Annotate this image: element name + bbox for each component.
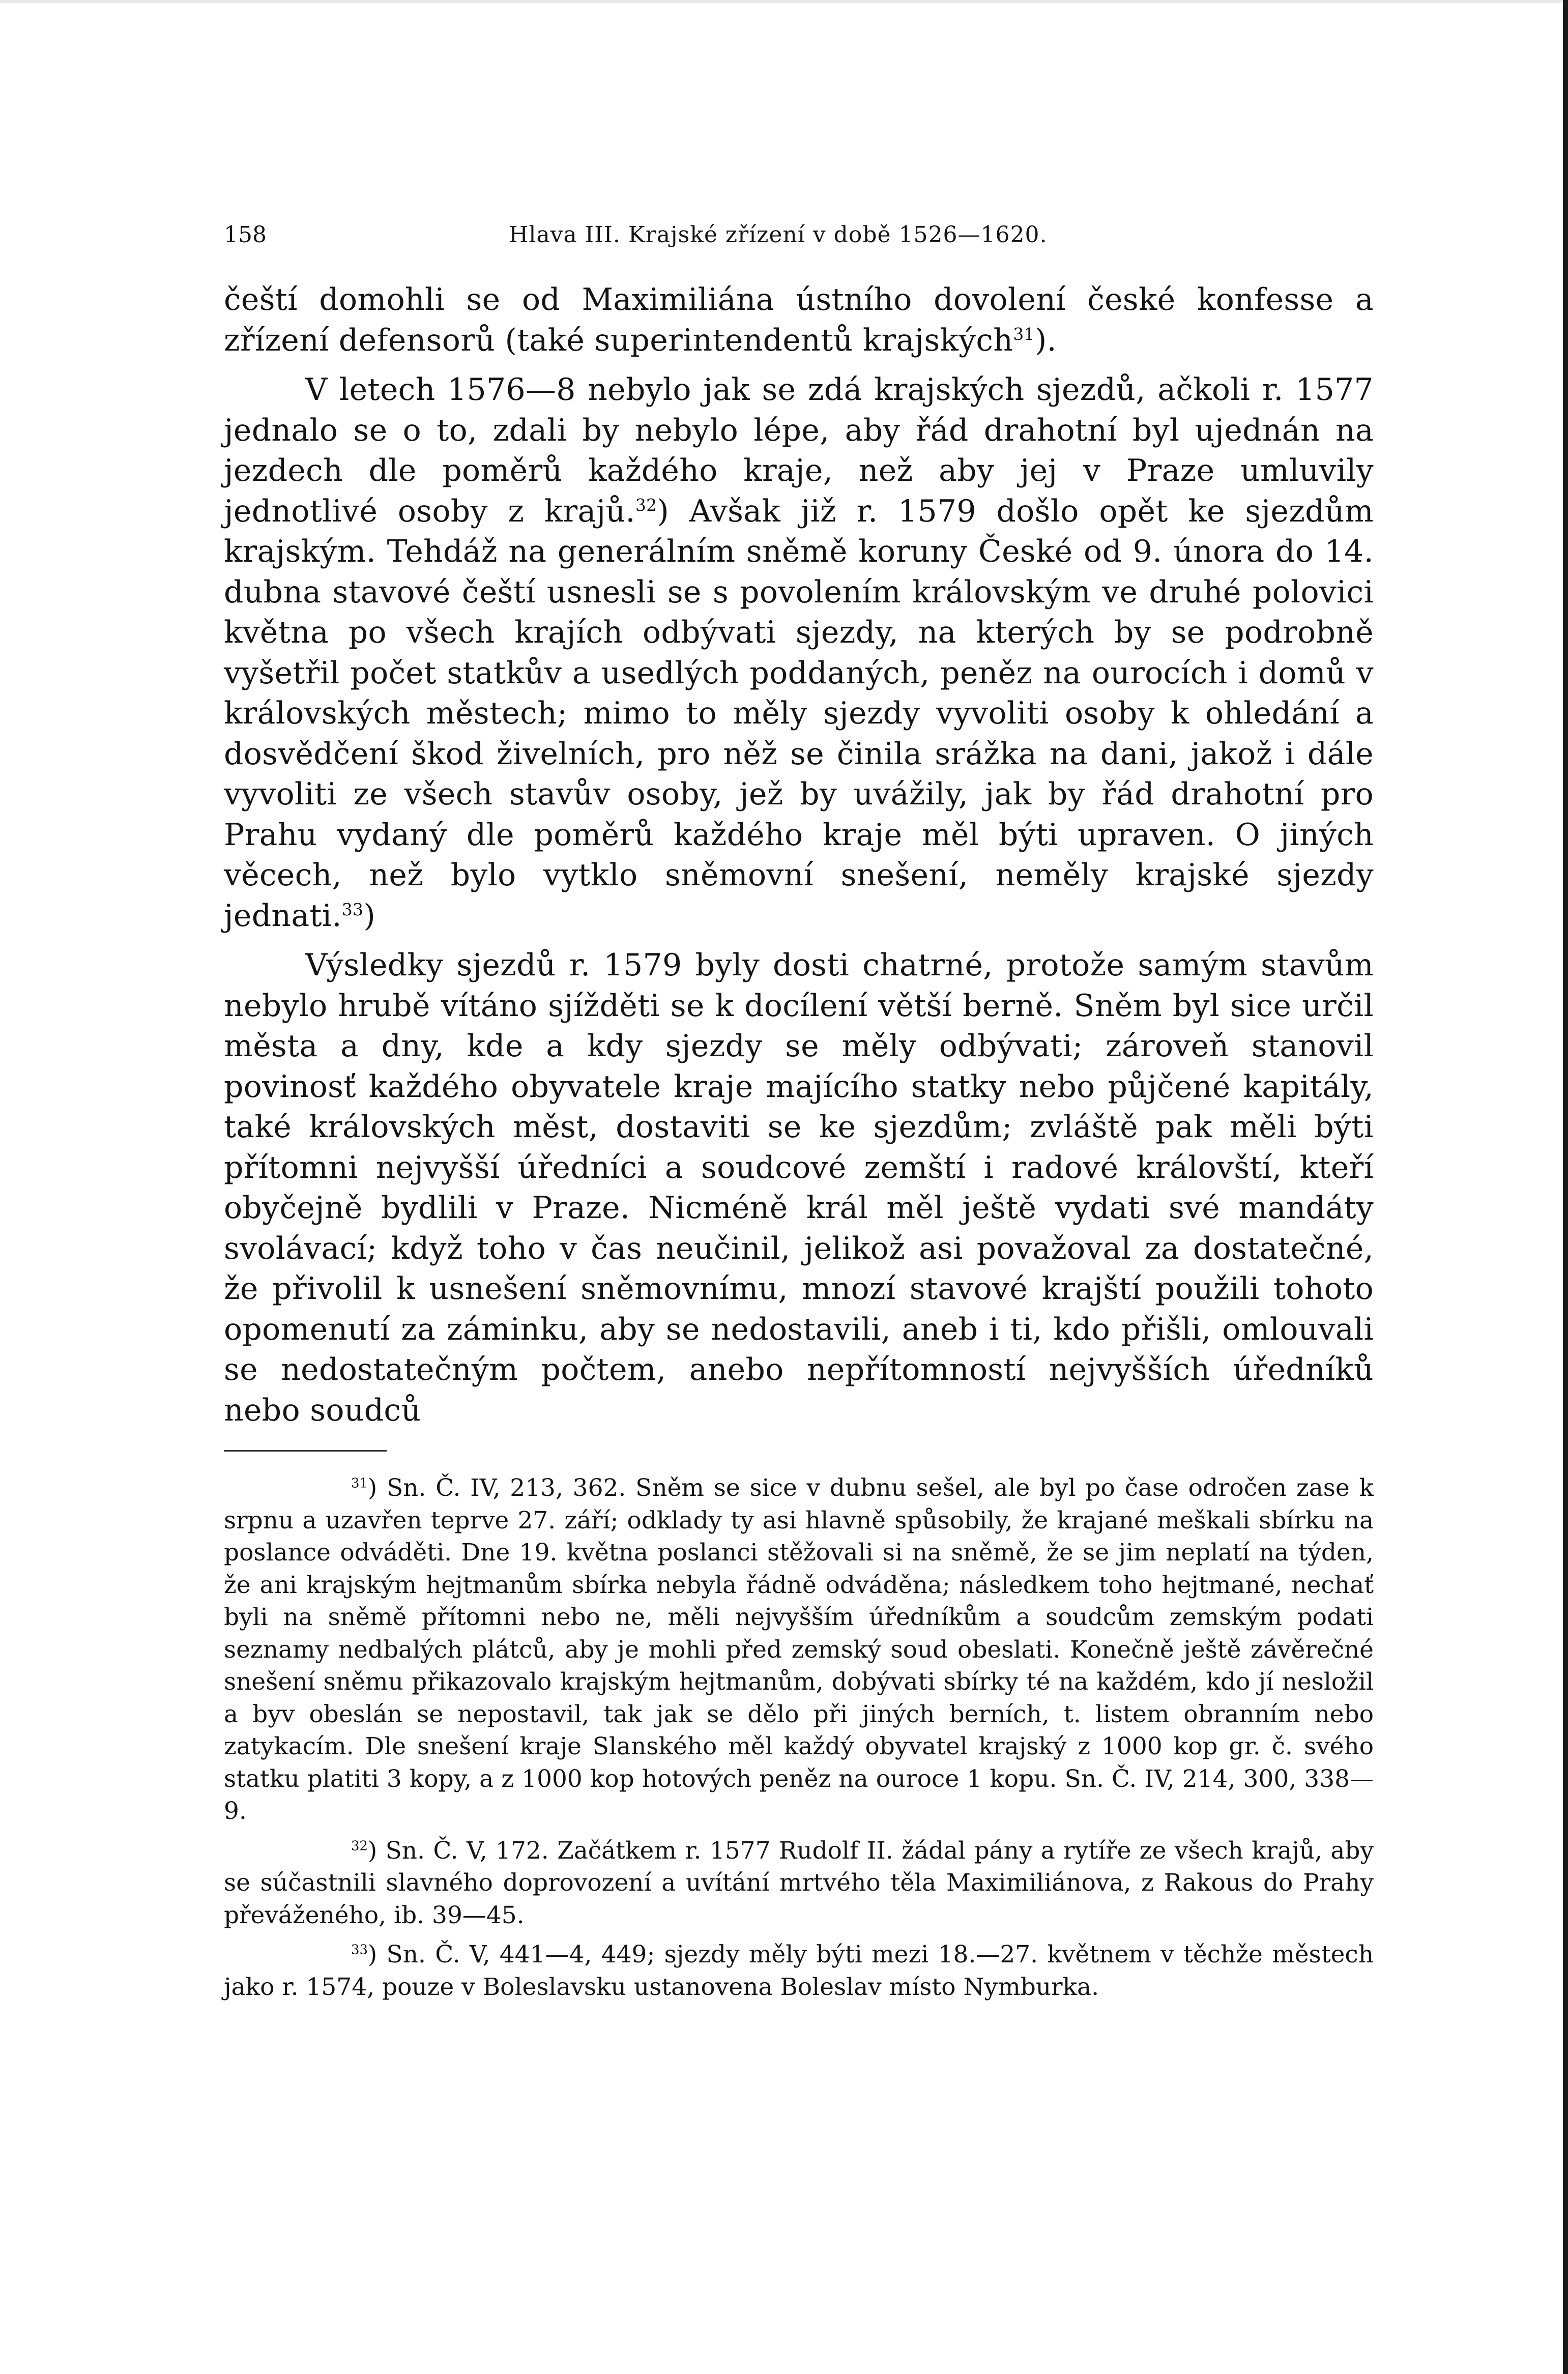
paragraph-1-text: čeští domohli se od Maximiliána ústního dovolení české konfesse a zřízení defensorů (také superintendentů krajských xyxy=(224,282,1374,358)
footnote-ref-33: 33 xyxy=(341,899,364,919)
paragraph-1-tail: ). xyxy=(1034,322,1057,358)
page-number: 158 xyxy=(224,222,267,248)
book-page xyxy=(224,214,1374,2010)
paragraph-2 xyxy=(224,370,1374,936)
main-text xyxy=(224,280,1374,1431)
footnote-mark: 33 xyxy=(351,1942,368,1958)
footnote-mark: 32 xyxy=(351,1838,368,1854)
paragraph-2-text-a: V letech 1576—8 nebylo jak se zdá krajských sjezdů, ačkoli r. 1577 jednalo se o to, zdali by nebylo lépe, aby řád drahotní byl ujednán na jezdech dle poměrů každého kraje, než aby jej v Praze umluvily jednotlivé osoby z krajů. xyxy=(224,372,1374,529)
paragraph-2-tail: ) xyxy=(363,898,376,934)
page-right-edge xyxy=(1563,0,1568,2374)
footnote-mark: 31 xyxy=(351,1475,368,1491)
paragraph-3-text: Výsledky sjezdů r. 1579 byly dosti chatrné, protože samým stavům nebylo hrubě vítáno sjížděti se k docílení větší berně. Sněm byl sice určil města a dny, kde a kdy sjezdy se měly odbývati; zároveň stanovil povinosť každého obyvatele kraje majícího statky nebo půjčené kapitály, také královských měst, dostaviti se ke sjezdům; zvláště pak měli býti přítomni nejvyšší úředníci a soudcové zemští i radové královští, kteří obyčejně bydlili v Praze. Nicméně král měl ještě vydati své mandáty svolávací; když toho v čas neučinil, jelikož asi považoval za dostatečné, že přivolil k usnešení sněmovnímu, mnozí stavové krajští použili tohoto opomenutí za záminku, aby se nedostavili, aneb i ti, kdo přišli, omlouvali se nedostatečným počtem, anebo nepřítomností nejvyšších úředníků nebo soudců xyxy=(224,947,1374,1428)
running-head xyxy=(224,214,1374,259)
page-top-edge xyxy=(0,0,1568,3)
paragraph-2-text-b: ) Avšak již r. 1579 došlo opět ke sjezdům krajským. Tehdáž na generálním sněmě koruny České od 9. února do 14. dubna stavové čeští usnesli se s povolením královským ve druhé polovici května po všech krajích odbývati sjezdy, na kterých by se podrobně vyšetřil počet statkův a usedlých poddaných, peněz na ourocích i domů v královských městech; mimo to měly sjezdy vyvoliti osoby k ohledání a dosvědčení škod živelních, pro něž se činila srážka na dani, jakož i dále vyvoliti ze všech stavův osoby, jež by uvážily, jak by řád drahotní pro Prahu vydaný dle poměrů každého kraje měl býti upraven. O jiných věcech, než bylo vytklo sněmovní snešení, neměly krajské sjezdy jednati. xyxy=(224,493,1374,934)
paragraph-1 xyxy=(224,280,1374,361)
running-title: Hlava III. Krajské zřízení v době 1526—1620. xyxy=(509,222,1048,248)
footnote-text: ) Sn. Č. IV, 213, 362. Sněm se sice v dubnu sešel, ale byl po čase odročen zase k srpnu a uzavřen teprve 27. září; odklady ty asi hlavně spůsobily, že krajané meškali sbírku na poslance odváděti. Dne 19. května poslanci stěžovali si na sněmě, že se jim neplatí na týden, že ani krajským hejtmanům sbírka nebyla řádně odváděna; následkem toho hejtmané, nechať byli na sněmě přítomni nebo ne, měli nejvyšším úředníkům a soudcům zemským podati seznamy nedbalých plátců, aby je mohli před zemský soud obeslati. Konečně ještě závěrečné snešení sněmu přikazovalo krajským hejtmanům, dobývati sbírky té na každém, kdo jí nesložil a byv obeslán se nepostavil, tak jak se dělo při jiných berních, t. listem obranním nebo zatykacím. Dle snešení kraje Slanského měl každý obyvatel krajský z 1000 kop gr. č. svého statku platiti 3 kopy, a z 1000 kop hotových peněz na ouroce 1 kopu. Sn. Č. IV, 214, 300, 338—9. xyxy=(224,1474,1374,1825)
footnote-31 xyxy=(224,1472,1374,1828)
paragraph-3 xyxy=(224,945,1374,1431)
footnotes xyxy=(224,1472,1374,2003)
footnote-text: ) Sn. Č. V, 172. Začátkem r. 1577 Rudolf II. žádal pány a rytíře ze všech krajů, aby se súčastnili slavného doprovození a uvítání mrtvého těla Maximiliánova, z Rakous do Prahy převáženého, ib. 39—45. xyxy=(224,1836,1374,1929)
footnote-ref-32: 32 xyxy=(635,495,657,515)
footnote-text: ) Sn. Č. V, 441—4, 449; sjezdy měly býti mezi 18.—27. květnem v těchže městech jako r. 1574, pouze v Boleslavsku ustanovena Boleslav místo Nymburka. xyxy=(224,1941,1374,2001)
footnote-divider xyxy=(224,1450,387,1452)
footnote-ref-31: 31 xyxy=(1013,324,1035,344)
footnote-33 xyxy=(224,1938,1374,2003)
footnote-32 xyxy=(224,1835,1374,1932)
